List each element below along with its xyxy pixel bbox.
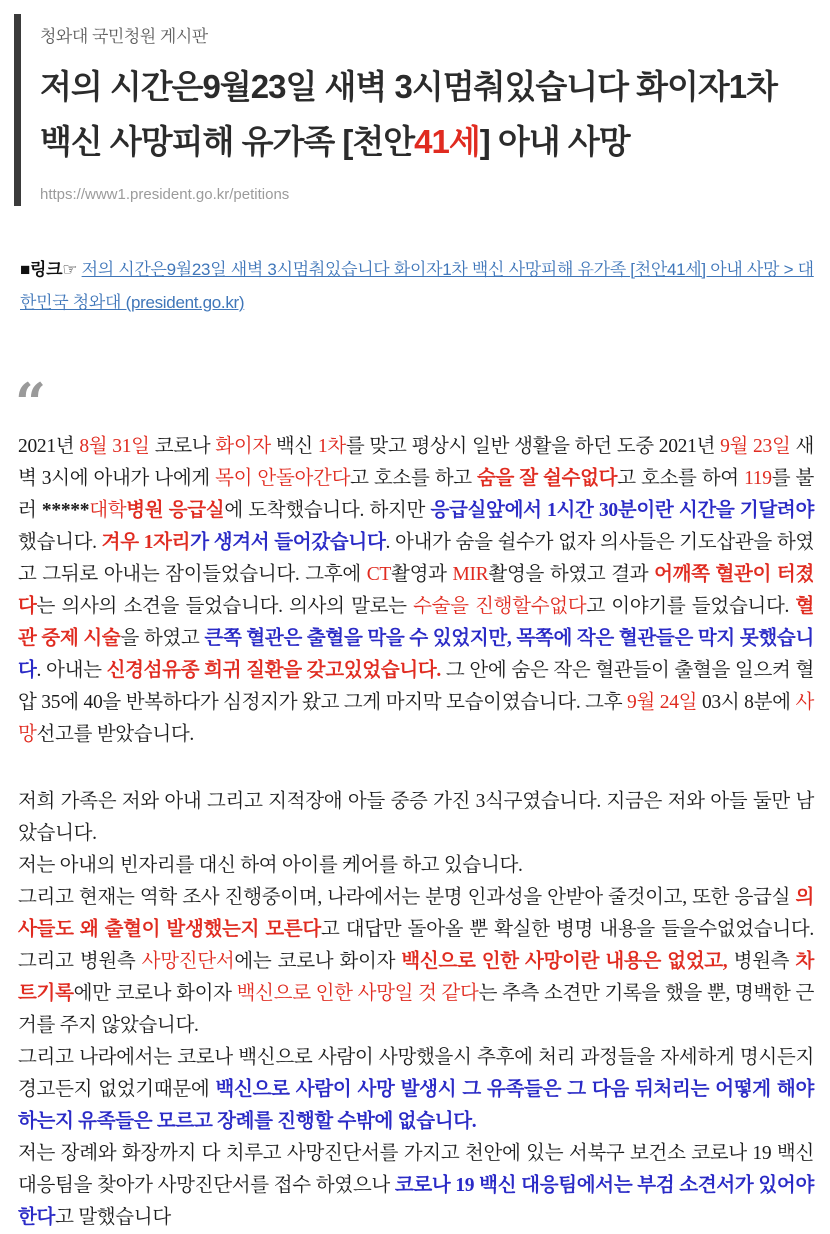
text-run: 겨우 1자리 [101,532,191,553]
text-run: 고 말했습니다 [55,1207,171,1228]
open-quote-icon: “ [15,371,47,435]
text-run: 큰쪽 혈관은 출혈을 막을 수 있었지만, 목쪽에 작은 혈관들은 막지 못했습니다 [18,628,814,681]
header-accent-bar [14,14,21,206]
text-run: 혈관 중제 시술 [18,596,814,649]
text-run: 8월 31일 [79,436,150,457]
post-header [0,0,830,203]
text-run: CT [366,564,392,585]
text-run: 그리고 현재는 역학 조사 진행중이며, 나라에서는 분명 인과성을 안받아 줄것이고, 또한 응급실 [18,887,796,908]
text-run: ] 아내 사망 [479,123,630,160]
text-run: MIR [452,564,489,585]
text-run: 촬영과 [391,564,453,585]
petition-link[interactable]: 저의 시간은9월23일 새벽 3시멈춰있습니다 화이자1차 백신 사망피해 유가족 [천안41세] 아내 사망 > 대한민국 청와대 (president.go.kr) [20,260,814,312]
text-run: 을 하였고 [120,628,205,649]
text-run: 코로나 19 백신 대응팀에서는 부검 소견서가 있어야 한다 [18,1175,814,1228]
text-run: 신경섬유종 희귀 질환을 갖고있었습니다. [106,660,442,681]
body-paragraph [18,431,814,751]
text-run: 9월 23일 [720,436,791,457]
text-run: 화이자 [215,436,271,457]
text-run: 에만 코로나 화이자 [73,983,237,1004]
text-run: 를 불러 [18,468,814,521]
text-run: 백신으로 인한 사망일 것 같다 [236,983,479,1004]
text-run: 병원 응급실 [126,500,225,521]
body-paragraph [18,850,814,882]
petition-body [18,431,814,1234]
text-run: 백신 [270,436,318,457]
link-label: ■링크☞ [20,260,78,279]
link-row [20,253,816,319]
post-title [40,59,812,169]
text-run: 대학 [89,500,127,521]
text-run: 1차 [317,436,346,457]
body-paragraph [18,786,814,850]
text-run: 고 호소를 하고 [350,468,477,489]
text-run: 차트기록 [18,951,814,1004]
board-label: 청와대 국민청원 게시판 [40,27,208,46]
text-run: 고 대답만 돌아올 뿐 확실한 병명 내용을 들을수없었습니다. 그리고 병원측 [18,919,814,972]
text-run: 를 맞고 평상시 일반 생활을 하던 도중 2021년 [345,436,721,457]
text-run: . 아내가 숨을 쉴수가 없자 의사들은 기도삽관을 하였고 그뒤로 아내는 잠이들었습니다. 그후에 [18,532,814,585]
text-run: 했습니다. [18,532,102,553]
text-run: 에는 코로나 화이자 [234,951,402,972]
text-run: 고 호소를 하여 [617,468,745,489]
text-run: 의사들도 왜 출혈이 발생했는지 모른다 [18,887,814,940]
text-run: 03시 8분에 [697,692,796,713]
text-run: 41세 [414,123,480,160]
text-run: 숨을 잘 쉴수없다 [477,468,618,489]
text-run: 응급실앞에서 1시간 30분이란 시간을 기달려야 [430,500,814,521]
source-url: https://www1.president.go.kr/petitions [40,186,290,203]
body-paragraph [18,882,814,1042]
text-run: 코로나 [149,436,216,457]
text-run: 촬영을 하였고 결과 [488,564,655,585]
body-paragraph [18,1042,814,1138]
text-run: 병원측 [727,951,796,972]
text-run: 백신으로 인한 사망이란 내용은 없었고, [401,951,728,972]
text-run: 2021년 [18,436,80,457]
text-run: 9월 24일 [627,692,698,713]
text-run: 어깨쪽 혈관이 터졌다 [18,564,815,617]
text-run: 백신으로 사람이 사망 발생시 그 유족들은 그 다음 뒤처리는 어떻게 해야하는지 유족들은 모르고 장례를 진행할 수밖에 없습니다. [18,1079,814,1132]
text-run: 사망 [18,692,814,745]
text-run: 는 의사의 소견을 들었습니다. 의사의 말로는 [36,596,414,617]
text-run: ***** [41,500,90,521]
text-run: 에 도착했습니다. 하지만 [224,500,431,521]
text-run: 그리고 나라에서는 코로나 백신으로 사람이 사망했을시 추후에 처리 과정들을 자세하게 명시든지 경고든지 없었기때문에 [18,1047,814,1100]
text-run: 그 안에 숨은 작은 혈관들이 출혈을 일으켜 혈압 35에 40을 반복하다가 심정지가 왔고 그게 마지막 모습이였습니다. 그후 [18,660,814,713]
text-run: 저는 아내의 빈자리를 대신 하여 아이를 케어를 하고 있습니다. [18,855,523,876]
text-run: 선고를 받았습니다. [36,724,194,745]
text-run: 저희 가족은 저와 아내 그리고 지적장애 아들 중증 가진 3식구였습니다. 지금은 저와 아들 둘만 남았습니다. [18,791,814,844]
text-run: 고 이야기를 들었습니다. [586,596,796,617]
text-run: 는 추측 소견만 기록을 했을 뿐, 명백한 근거를 주지 않았습니다. [18,983,814,1036]
text-run: 목이 안돌아간다 [215,468,351,489]
text-run: . 아내는 [36,660,107,681]
text-run: 사망진단서 [141,951,235,972]
text-run: 119 [744,468,772,489]
text-run: 수술을 진행할수없다 [413,596,587,617]
body-paragraph [18,1138,814,1234]
text-run: 저는 장례와 화장까지 다 치루고 사망진단서를 가지고 천안에 있는 서북구 보건소 코로나 19 백신 대응팀을 찾아가 사망진단서를 접수 하였으나 [18,1143,814,1196]
text-run: 새벽 3시에 아내가 나에게 [18,436,815,489]
text-run: 저의 시간은9월23일 새벽 3시멈춰있습니다 화이자1차 백신 사망피해 유가족 [천안 [40,68,777,160]
text-run: 가 생겨서 들어갔습니다 [190,532,386,553]
